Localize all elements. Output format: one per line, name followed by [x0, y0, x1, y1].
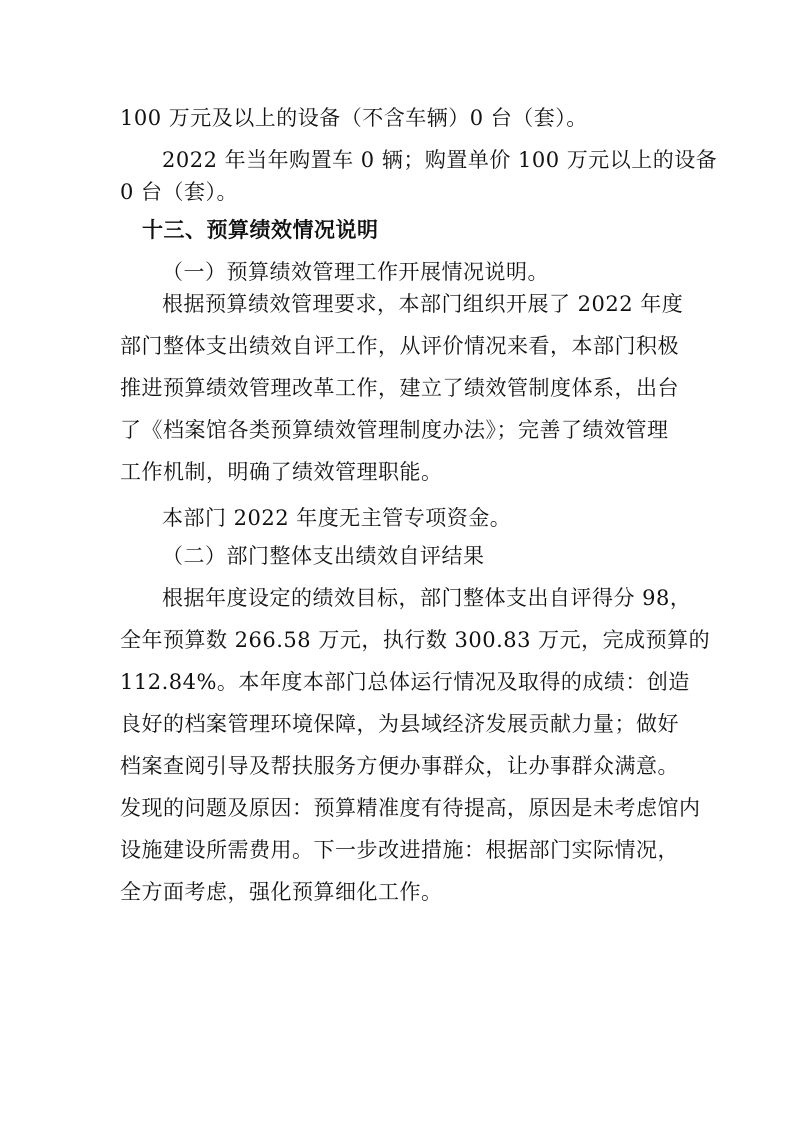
- paragraph-line: 部门整体支出绩效自评工作，从评价情况来看，本部门积极: [120, 334, 679, 358]
- paragraph-line: 发现的问题及原因：预算精准度有待提高，原因是未考虑馆内: [120, 796, 701, 820]
- paragraph-line: 了《档案馆各类预算绩效管理制度办法》；完善了绩效管理: [120, 418, 669, 442]
- paragraph-line: 推进预算绩效管理改革工作，建立了绩效管制度体系，出台: [120, 376, 679, 400]
- paragraph-line: 良好的档案管理环境保障，为县域经济发展贡献力量；做好: [120, 712, 679, 736]
- subsection-heading: （一）预算绩效管理工作开展情况说明。: [162, 260, 549, 284]
- paragraph-line: 全年预算数 266.58 万元，执行数 300.83 万元，完成预算的: [120, 628, 711, 652]
- paragraph-line: 工作机制，明确了绩效管理职能。: [120, 460, 443, 484]
- paragraph-line: 112.84%。本年度本部门总体运行情况及取得的成绩：创造: [120, 670, 690, 694]
- paragraph-line: 0 台（套）。: [120, 180, 239, 204]
- paragraph-line: 档案查阅引导及帮扶服务方便办事群众，让办事群众满意。: [120, 754, 679, 778]
- paragraph-line: 根据年度设定的绩效目标，部门整体支出自评得分 98，: [162, 586, 692, 610]
- paragraph-line: 2022 年当年购置车 0 辆；购置单价 100 万元以上的设备: [162, 148, 718, 172]
- paragraph-line: 100 万元及以上的设备（不含车辆）0 台（套）。: [120, 106, 588, 130]
- paragraph-line: 设施建设所需费用。下一步改进措施：根据部门实际情况，: [120, 838, 679, 862]
- paragraph-line: 根据预算绩效管理要求，本部门组织开展了 2022 年度: [162, 292, 684, 316]
- paragraph-line: 本部门 2022 年度无主管专项资金。: [162, 506, 512, 530]
- section-heading: 十三、预算绩效情况说明: [142, 218, 379, 242]
- paragraph-line: 全方面考虑，强化预算细化工作。: [120, 880, 443, 904]
- subsection-heading: （二）部门整体支出绩效自评结果: [162, 544, 485, 568]
